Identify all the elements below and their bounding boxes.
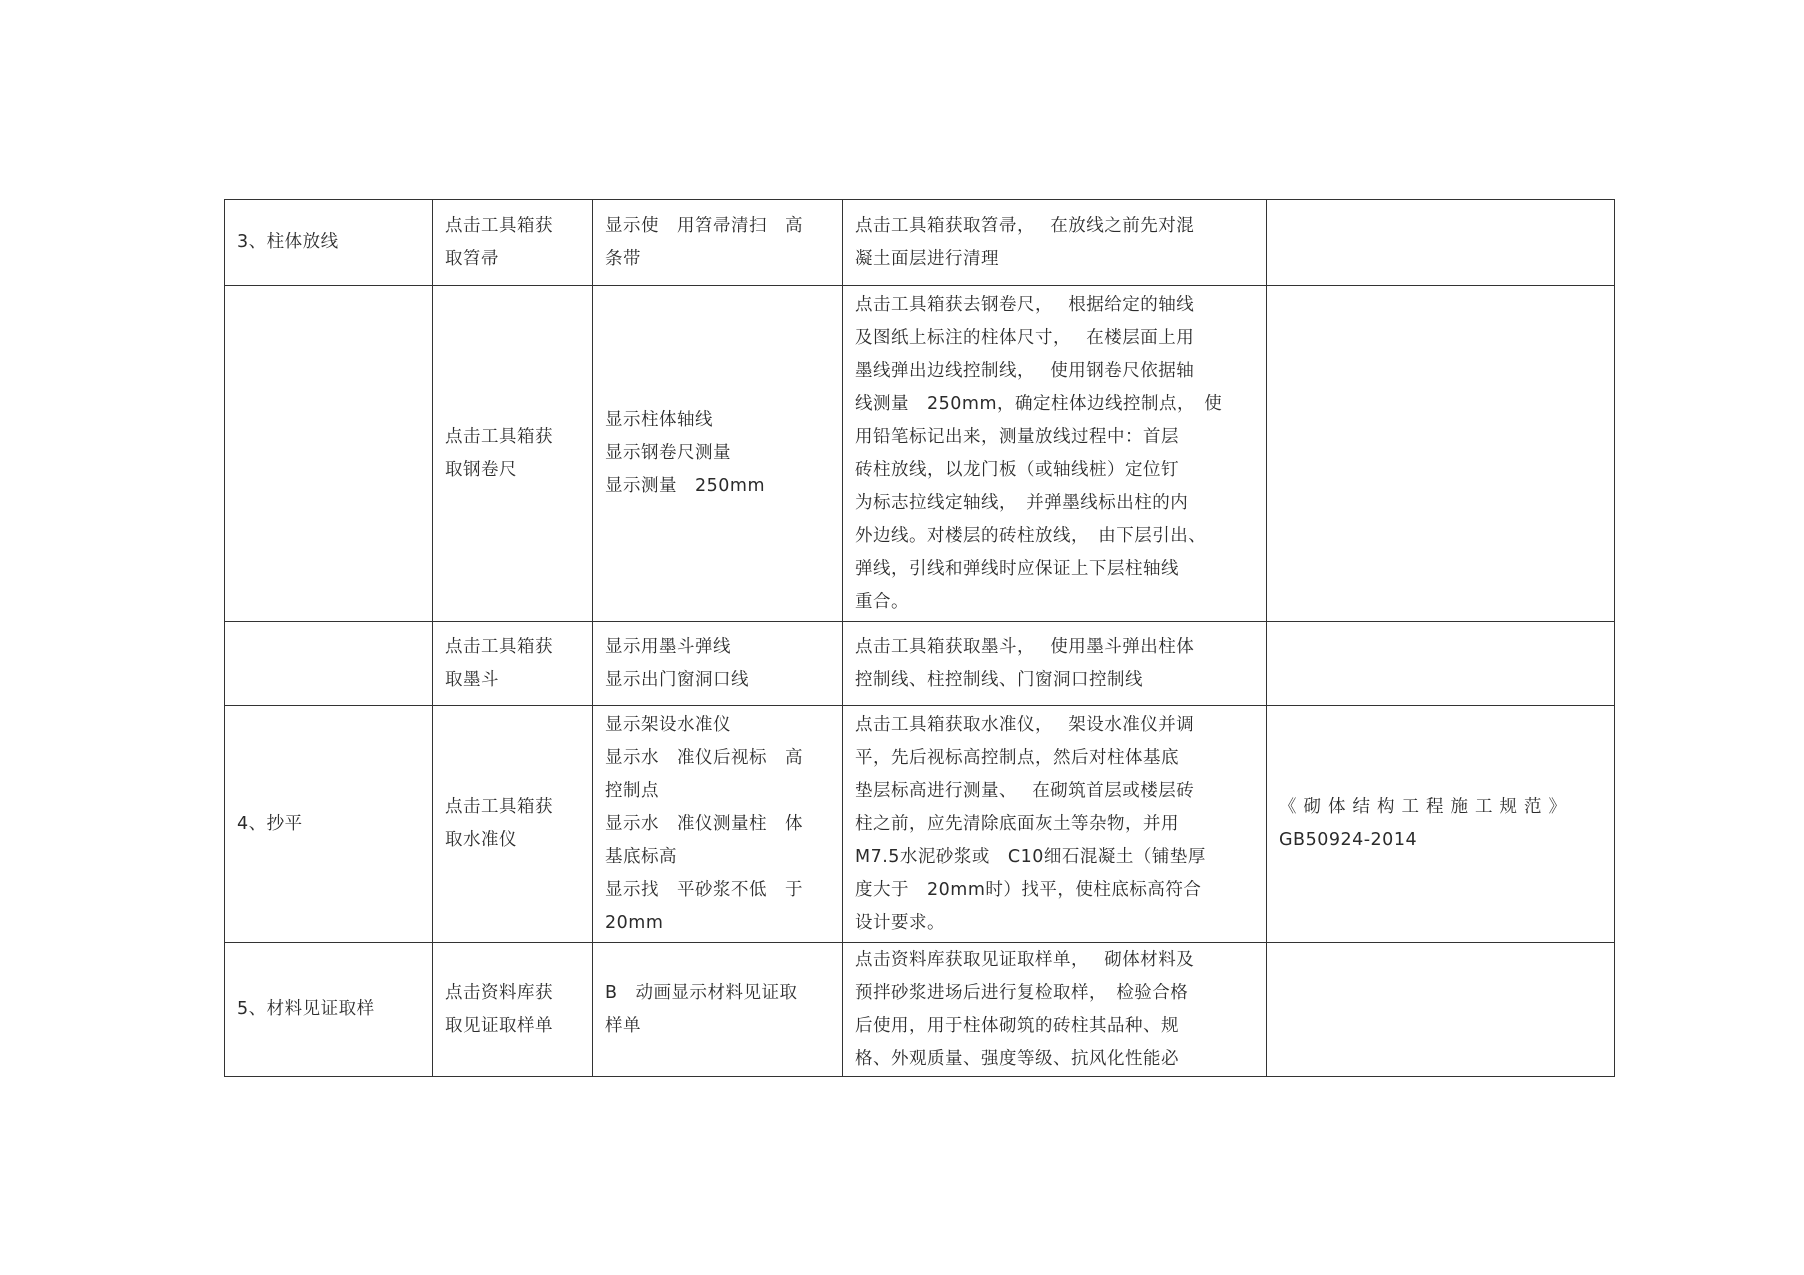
action-line: 点击资料库获 <box>445 982 553 1003</box>
basis-cell <box>1267 200 1615 286</box>
table-row <box>225 706 1615 943</box>
display-line: 显示找 平砂浆不低 于 <box>605 879 803 900</box>
action-cell <box>433 943 593 1077</box>
description-line: 垫层标高进行测量、 在砌筑首层或楼层砖 <box>855 780 1195 801</box>
table-row <box>225 200 1615 286</box>
display-line: 显示出门窗洞口线 <box>605 669 749 690</box>
description-cell <box>843 286 1267 622</box>
description-line: 外边线。对楼层的砖柱放线， 由下层引出、 <box>855 525 1207 546</box>
description-line: 凝土面层进行清理 <box>855 248 999 269</box>
action-line: 点击工具箱获 <box>445 215 553 236</box>
step-label: 3、柱体放线 <box>237 232 339 252</box>
display-line: 基底标高 <box>605 846 677 867</box>
display-line: 显示水 准仪测量柱 体 <box>605 813 803 834</box>
action-line: 取见证取样单 <box>445 1015 553 1036</box>
step-cell <box>225 286 433 622</box>
display-line: 20mm <box>605 912 664 933</box>
display-cell <box>593 286 843 622</box>
description-line: 弹线，引线和弹线时应保证上下层柱轴线 <box>855 558 1179 579</box>
display-cell <box>593 200 843 286</box>
display-cell <box>593 943 843 1077</box>
display-line: 显示钢卷尺测量 <box>605 443 731 463</box>
description-line: 点击工具箱获去钢卷尺， 根据给定的轴线 <box>855 294 1195 315</box>
action-cell <box>433 286 593 622</box>
description-cell <box>843 200 1267 286</box>
step-cell <box>225 622 433 706</box>
description-line: 点击工具箱获取水准仪， 架设水准仪并调 <box>855 714 1195 735</box>
display-line: 显示测量 250mm <box>605 476 765 496</box>
description-line: 度大于 20mm时）找平，使柱底标高符合 <box>855 879 1202 900</box>
display-cell <box>593 622 843 706</box>
table-row <box>225 622 1615 706</box>
basis-cell <box>1267 943 1615 1077</box>
description-line: 用铅笔标记出来，测量放线过程中：首层 <box>855 426 1179 447</box>
description-line: 为标志拉线定轴线， 并弹墨线标出柱的内 <box>855 492 1189 513</box>
action-line: 取水准仪 <box>445 830 517 850</box>
description-line: 格、外观质量、强度等级、抗风化性能必 <box>855 1048 1179 1069</box>
description-line: 点击工具箱获取墨斗， 使用墨斗弹出柱体 <box>855 636 1195 657</box>
description-cell <box>843 622 1267 706</box>
display-line: 显示水 准仪后视标 高 <box>605 747 803 768</box>
basis-cell <box>1267 286 1615 622</box>
description-line: 重合。 <box>855 591 909 612</box>
description-cell <box>843 943 1267 1077</box>
step-cell <box>225 200 433 286</box>
display-line: 显示柱体轴线 <box>605 410 713 430</box>
display-line: 显示使 用笤帚清扫 高 <box>605 215 803 236</box>
description-line: 柱之前，应先清除底面灰土等杂物，并用 <box>855 813 1179 834</box>
description-line: 墨线弹出边线控制线， 使用钢卷尺依据轴 <box>855 360 1195 381</box>
description-line: 线测量 250mm，确定柱体边线控制点， 使 <box>855 393 1223 414</box>
description-line: 设计要求。 <box>855 912 945 933</box>
description-line: 及图纸上标注的柱体尺寸， 在楼层面上用 <box>855 327 1195 348</box>
description-line: 控制线、柱控制线、门窗洞口控制线 <box>855 669 1143 690</box>
table-body <box>225 200 1615 1077</box>
basis-cell <box>1267 622 1615 706</box>
description-line: 点击资料库获取见证取样单， 砌体材料及 <box>855 949 1195 970</box>
action-cell <box>433 622 593 706</box>
action-line: 取钢卷尺 <box>445 459 517 480</box>
description-line: 预拌砂浆进场后进行复检取样， 检验合格 <box>855 982 1189 1003</box>
procedure-table <box>224 199 1615 1077</box>
description-line: M7.5水泥砂浆或 C10细石混凝土（铺垫厚 <box>855 846 1206 867</box>
step-label: 4、抄平 <box>237 813 303 834</box>
step-cell <box>225 706 433 943</box>
basis-line: 《砌体结构工程施工规范》 <box>1279 797 1573 817</box>
description-line: 后使用，用于柱体砌筑的砖柱其品种、规 <box>855 1015 1179 1036</box>
display-line: 条带 <box>605 248 641 269</box>
table-row <box>225 286 1615 622</box>
action-cell <box>433 706 593 943</box>
action-line: 取墨斗 <box>445 669 499 690</box>
action-line: 取笤帚 <box>445 248 499 269</box>
display-cell <box>593 706 843 943</box>
step-cell <box>225 943 433 1077</box>
table-row <box>225 943 1615 1077</box>
description-line: 砖柱放线，以龙门板（或轴线桩）定位钉 <box>855 459 1179 480</box>
action-cell <box>433 200 593 286</box>
action-line: 点击工具箱获 <box>445 426 553 447</box>
description-line: 点击工具箱获取笤帚， 在放线之前先对混 <box>855 215 1195 236</box>
display-line: B 动画显示材料见证取 <box>605 982 798 1003</box>
display-line: 样单 <box>605 1015 641 1036</box>
description-cell <box>843 706 1267 943</box>
basis-line: GB50924-2014 <box>1279 830 1418 850</box>
action-line: 点击工具箱获 <box>445 797 553 817</box>
basis-cell <box>1267 706 1615 943</box>
display-line: 显示用墨斗弹线 <box>605 636 731 657</box>
action-line: 点击工具箱获 <box>445 636 553 657</box>
description-line: 平，先后视标高控制点，然后对柱体基底 <box>855 747 1179 768</box>
display-line: 显示架设水准仪 <box>605 714 731 735</box>
display-line: 控制点 <box>605 780 659 801</box>
step-label: 5、材料见证取样 <box>237 999 375 1019</box>
